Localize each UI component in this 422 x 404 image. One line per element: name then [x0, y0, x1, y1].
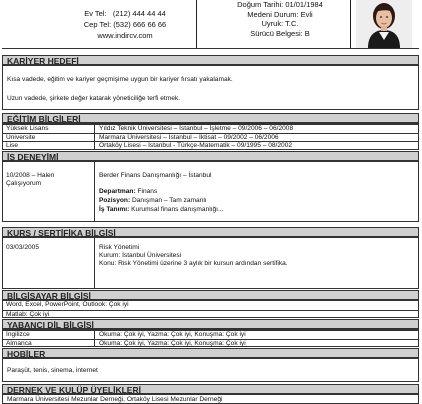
language-name: Almanca: [6, 339, 32, 347]
table-row: [3, 339, 418, 347]
experience-box: [2, 161, 419, 222]
language-level: Okuma: Çok iyi, Yazma: Çok iyi, Konuşma: Çok iyi: [99, 331, 246, 338]
experience-company: Berder Finans Danışmanlığı – İstanbul: [99, 172, 212, 179]
hobbies-text: Paraşüt, tenis, sinema, internet: [7, 367, 98, 374]
section-title-memberships: DERNEK VE KULÜP ÜYELİKLERİ: [2, 384, 419, 394]
hobbies-box: [2, 358, 419, 382]
section-title-languages: YABANCI DİL BİLGİSİ: [2, 319, 419, 329]
list-item: [3, 301, 418, 309]
course-topic: Konu: Risk Yönetimi üzerine 3 aylık bir kursun ardından sertifika.: [99, 260, 288, 267]
course-institution: Kurum: İstanbul Üniversitesi: [99, 252, 182, 259]
experience-description: İş Tanımı: Kurumsal finans danışmanlığı...: [99, 206, 224, 213]
birth-date: Doğum Tarihi: 01/01/1984: [237, 0, 323, 9]
education-level: Üniversite: [6, 133, 36, 141]
website: www.indircv.com: [97, 31, 153, 40]
table-row: [3, 133, 418, 141]
section-title-computer-skills: BİLGİSAYAR BİLGİSİ: [2, 290, 419, 300]
computer-skill: Word, Excel, PowerPoint, Outlook: Çok iyi: [6, 301, 129, 308]
career-goal-long-term: Uzun vadede, şirkete değer katarak yöneticiliğe terfi etmek.: [7, 95, 180, 102]
personal-info: [210, 0, 350, 38]
education-level: Yüksek Lisans: [6, 125, 49, 132]
career-goal-short-term: Kısa vadede, eğitim ve kariyer geçmişime uygun bir kariyer fırsatı yakalamak.: [7, 76, 233, 83]
table-row: [3, 141, 418, 149]
education-level: Lise: [6, 142, 19, 149]
education-detail: Ortaköy Lisesi – İstanbul - Türkçe-Matematik – 09/1995 – 08/2002: [99, 142, 293, 149]
section-title-courses: KURS / SERTİFİKA BİLGİSİ: [2, 227, 419, 237]
section-title-experience: İŞ DENEYİMİ: [2, 151, 419, 161]
section-title-education: EĞİTİM BİLGİLERİ: [2, 113, 419, 123]
education-detail: Marmara Üniversitesi – İstanbul – İktisat – 09/2002 – 06/2006: [99, 133, 279, 141]
experience-period-status: Çalışıyorum: [6, 180, 42, 187]
table-row: [3, 330, 418, 338]
section-title-hobbies: HOBİLER: [2, 348, 419, 358]
mobile-phone: Cep Tel: (532) 666 66 66: [83, 20, 167, 29]
home-phone: Ev Tel: (212) 444 44 44: [84, 9, 166, 18]
courses-column-divider: [94, 238, 95, 288]
marital-status: Medeni Durum: Evli: [247, 9, 313, 19]
experience-period-start: 10/2008 – Halen: [6, 172, 55, 179]
section-title-career-goal: KARİYER HEDEFİ: [2, 55, 419, 65]
education-table: [2, 123, 419, 150]
experience-column-divider: [94, 162, 95, 221]
list-item: [3, 310, 418, 318]
memberships-text: Marmara Üniversitesi Mezunlar Derneği, Ortaköy Lisesi Mezunlar Derneği: [7, 396, 223, 403]
memberships-box: [2, 394, 419, 404]
experience-position: Pozisyon: Danışman – Tam zamanlı: [99, 197, 207, 204]
language-level: Okuma: Çok iyi, Yazma: Çok iyi, Konuşma: Çok iyi: [99, 339, 246, 347]
experience-department: Departman: Finans: [99, 188, 158, 195]
courses-box: [2, 237, 419, 289]
nationality: Uyruk: T.C.: [261, 19, 299, 29]
header-bottom-rule: [2, 48, 419, 49]
profile-photo: [356, 0, 412, 48]
driving-license: Sürücü Belgesi: B: [250, 28, 310, 38]
language-name: İngilizce: [6, 331, 30, 338]
header-divider-right: [350, 0, 351, 48]
career-goal-box: [2, 65, 419, 110]
course-name: Risk Yönetimi: [99, 244, 140, 251]
computer-skill: Matlab: Çok iyi: [6, 310, 50, 318]
languages-table: [2, 329, 419, 347]
contact-info: [60, 8, 190, 41]
table-row: [3, 124, 418, 132]
course-date: 03/03/2005: [6, 244, 40, 251]
computer-skills-box: [2, 300, 419, 318]
education-detail: Yıldız Teknik Üniversitesi – İstanbul – İşletme – 09/2006 – 06/2008: [99, 125, 294, 132]
header-divider-left: [196, 0, 197, 48]
